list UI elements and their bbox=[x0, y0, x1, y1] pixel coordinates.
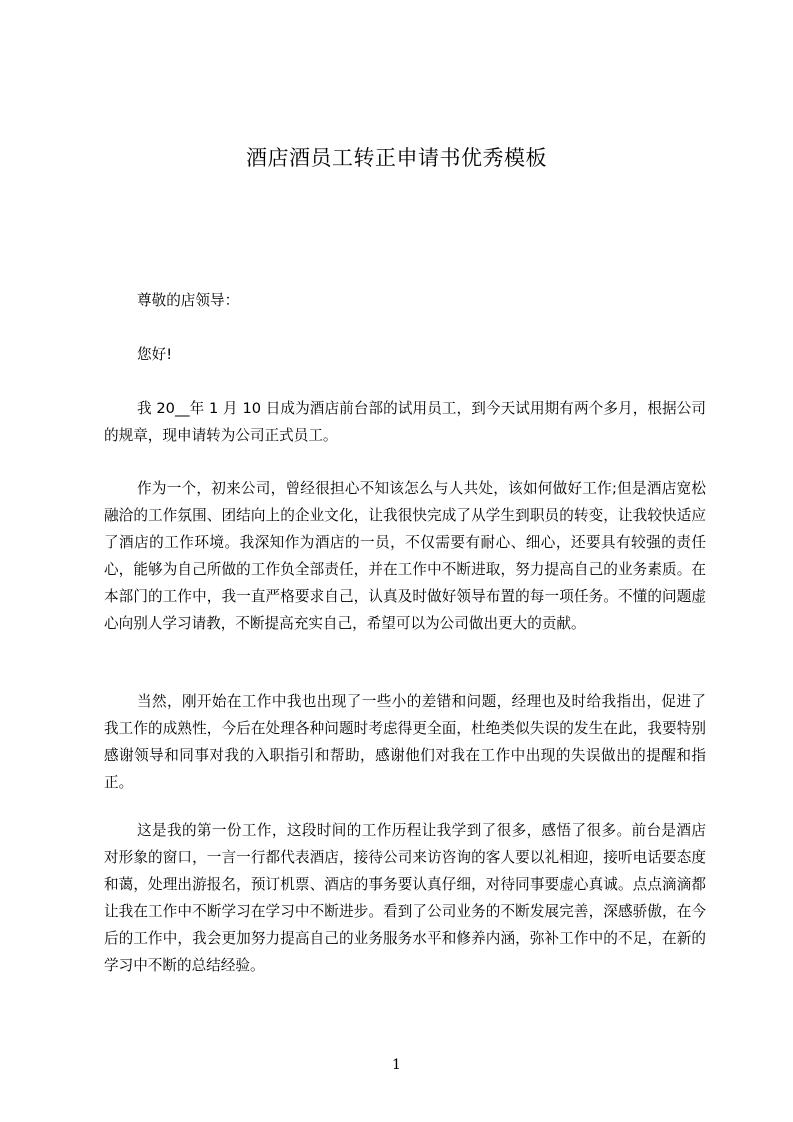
body-paragraph: 作为一个，初来公司，曾经很担心不知该怎么与人共处，该如何做好工作;但是酒店宽松融洽的工作氛围、团结向上的企业文化，让我很快完成了从学生到职员的转变，让我较快适应了酒店的工作环境。我深知作为酒店的一员，不仅需要有耐心、细心，还要具有较强的责任心，能够为自己所做的工作负全部责任，并在工作中不断进取，努力提高自己的业务素质。在本部门的工作中，我一直严格要求自己，认真及时做好领导布置的每一项任务。不懂的问题虚心向别人学习请教，不断提高充实自己，希望可以为公司做出更大的贡献。 bbox=[104, 480, 706, 632]
document-title: 酒店酒员工转正申请书优秀模板 bbox=[246, 146, 547, 170]
body-paragraph: 我 20__年 1 月 10 日成为酒店前台部的试用员工，到今天试用期有两个多月，根据公司的规章，现申请转为公司正式员工。 bbox=[104, 400, 706, 444]
salutation: 尊敬的店领导： bbox=[137, 292, 240, 309]
page-number: 1 bbox=[392, 1057, 401, 1073]
greeting: 您好! bbox=[137, 346, 173, 363]
body-paragraph: 这是我的第一份工作，这段时间的工作历程让我学到了很多，感悟了很多。前台是酒店对形象的窗口，一言一行都代表酒店，接待公司来访咨询的客人要以礼相迎，接听电话要态度和蔼，处理出游报名，预订机票、酒店的事务要认真仔细，对待同事要虚心真诚。点点滴滴都让我在工作中不断学习在学习中不断进步。看到了公司业务的不断发展完善，深感骄傲，在今后的工作中，我会更加努力提高自己的业务服务水平和修养内涵，弥补工作中的不足，在新的学习中不断的总结经验。 bbox=[104, 822, 706, 974]
body-paragraph: 当然，刚开始在工作中我也出现了一些小的差错和问题，经理也及时给我指出，促进了我工作的成熟性，今后在处理各种问题时考虑得更全面，杜绝类似失误的发生在此，我要特别感谢领导和同事对我的入职指引和帮助，感谢他们对我在工作中出现的失误做出的提醒和指正。 bbox=[104, 693, 706, 791]
